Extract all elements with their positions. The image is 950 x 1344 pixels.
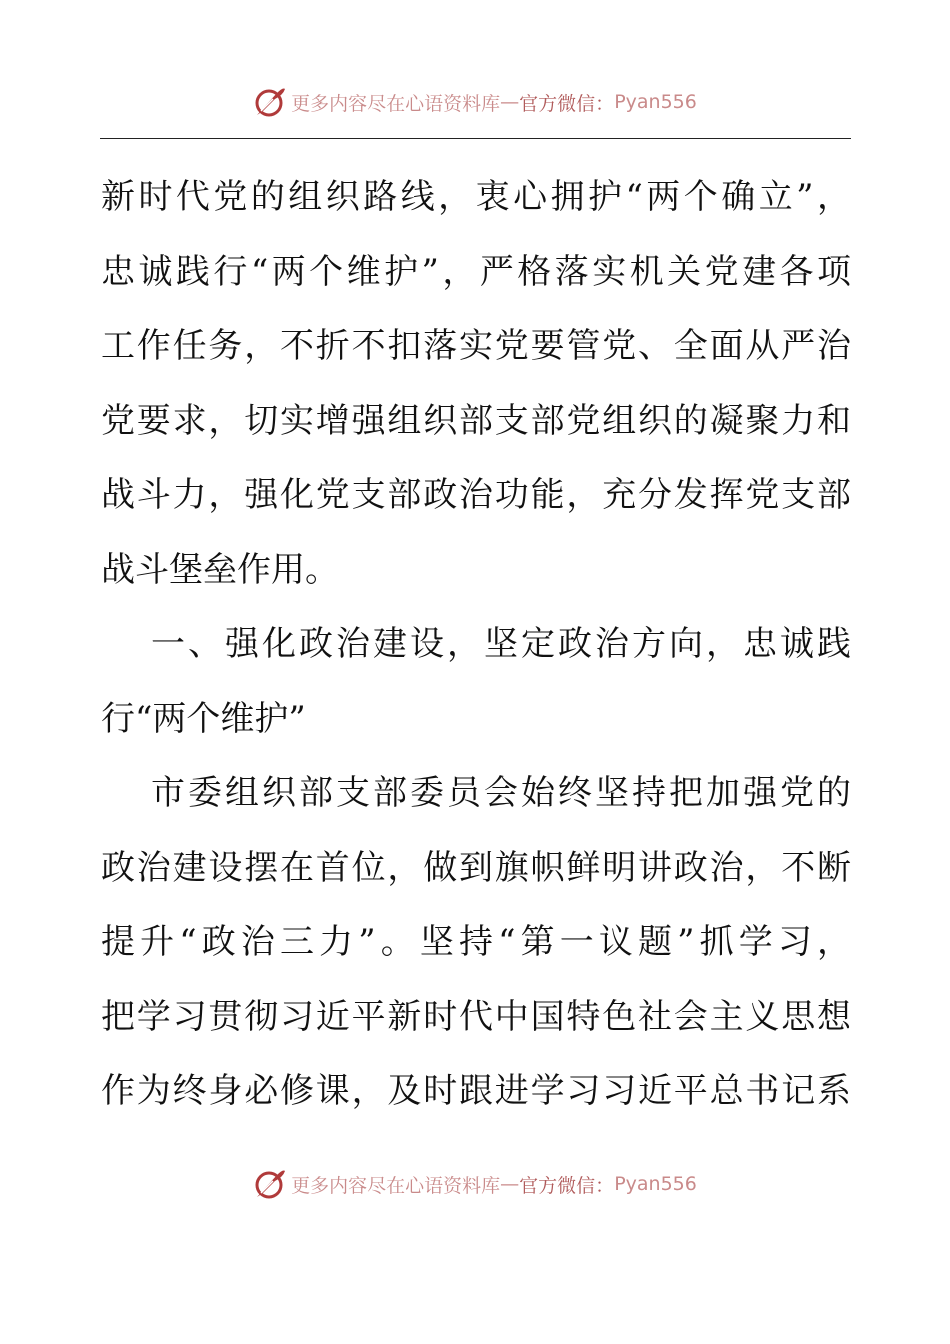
footer-watermark: [0, 1164, 950, 1204]
body-line: 提升“政治三力”。坚持“第一议题”抓学习，: [101, 922, 851, 962]
body-line: 战斗堡垒作用。: [101, 549, 339, 590]
watermark-brand: 更多内容尽在心语资料库: [291, 1174, 501, 1197]
watermark-official: 官方微信：: [519, 1174, 615, 1197]
watermark-dash: —: [500, 1173, 520, 1195]
quill-logo-icon: [253, 85, 287, 119]
body-line: 政治建设摆在首位，做到旗帜鲜明讲政治，不断: [101, 847, 851, 888]
body-line: 新时代党的组织路线，衷心拥护“两个确立”，: [101, 177, 851, 217]
watermark-official: 官方微信：: [519, 92, 615, 115]
body-line: 把学习贯彻习近平新时代中国特色社会主义思想: [101, 996, 851, 1037]
watermark-wechat-id: Pyan556: [614, 91, 697, 113]
document-body: [101, 160, 851, 1129]
header-divider: [100, 138, 851, 139]
header-watermark: [0, 82, 950, 122]
body-line: 市委组织部支部委员会始终坚持把加强党的: [151, 773, 851, 813]
quill-logo-icon: [253, 1167, 287, 1201]
body-line: 战斗力，强化党支部政治功能，充分发挥党支部: [101, 475, 851, 515]
watermark-wechat-id: Pyan556: [614, 1173, 697, 1195]
body-line: 忠诚践行“两个维护”，严格落实机关党建各项: [101, 251, 851, 292]
body-line: 作为终身必修课，及时跟进学习习近平总书记系: [101, 1071, 851, 1111]
watermark-brand: 更多内容尽在心语资料库: [291, 92, 501, 115]
body-line: 工作任务，不折不扣落实党要管党、全面从严治: [101, 326, 851, 366]
watermark-dash: —: [500, 91, 520, 113]
body-line: 党要求，切实增强组织部支部党组织的凝聚力和: [101, 400, 851, 441]
section-heading: 一、强化政治建设，坚定政治方向，忠诚践: [151, 624, 851, 664]
section-heading-continued: 行“两个维护”: [101, 698, 306, 739]
